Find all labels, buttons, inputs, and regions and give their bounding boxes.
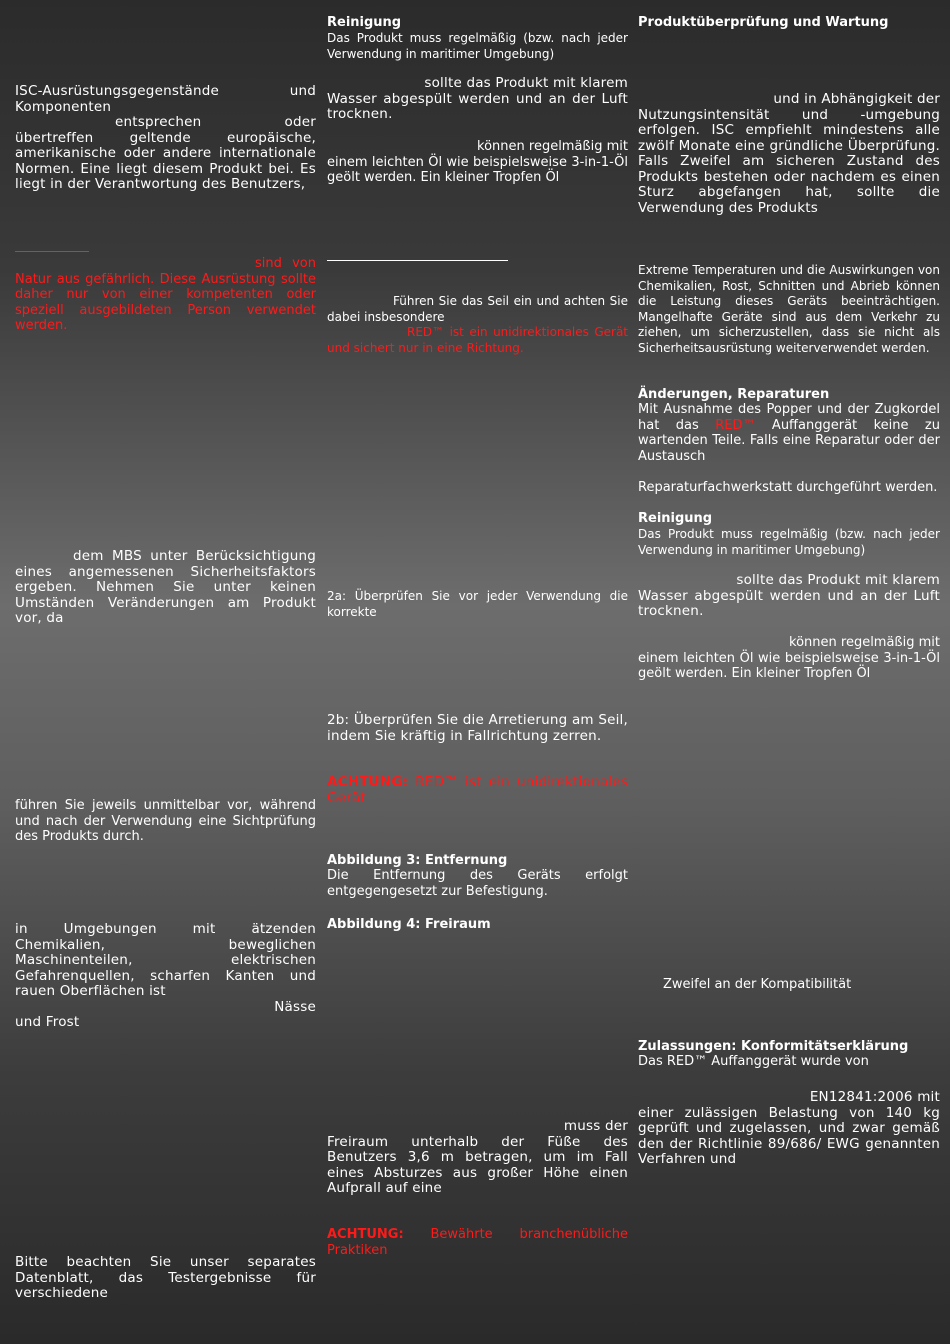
rinse-text: Wasser abgespült werden und an der Luft trocknen. bbox=[327, 90, 628, 122]
visual-inspection-paragraph: führen Sie jeweils unmittelbar vor, während und nach der Verwendung eine Sichtprüfung des Produkts durch. bbox=[15, 798, 316, 844]
repairs-paragraph bbox=[638, 402, 940, 464]
figure-4-heading: Abbildung 4: Freiraum bbox=[327, 917, 491, 932]
clearance-text-start: muss der bbox=[563, 1118, 628, 1134]
section-divider bbox=[327, 260, 508, 261]
inspection-text-start: und in Abhängigkeit der bbox=[773, 91, 940, 107]
environment-text: in Umgebungen mit ätzenden Chemikalien, beweglichen Maschinenteilen, elektrischen Gefahrenquellen, scharfen Kanten und rauen Oberflächen ist bbox=[15, 921, 316, 999]
clearance-text: Freiraum unterhalb der Füße des Benutzers 3,6 m betragen, um im Fall eines Absturzes aus großer Höhe einen Aufprall auf eine bbox=[327, 1133, 628, 1196]
equipment-standards-paragraph bbox=[15, 84, 316, 193]
cleaning-text: Das Produkt muss regelmäßig (bzw. nach jeder Verwendung in maritimer Umgebung) bbox=[327, 31, 628, 61]
oil-text-2: einem leichten Öl wie beispielsweise 3-in-1-Öl geölt werden. Ein kleiner Tropfen Öl bbox=[638, 650, 940, 681]
environment-frost: und Frost bbox=[15, 1014, 80, 1030]
approvals-heading: Zulassungen: Konformitätserklärung bbox=[638, 1039, 909, 1054]
oil-paragraph-2 bbox=[638, 635, 940, 682]
approvals-text: Das RED™ Auffanggerät wurde von bbox=[638, 1054, 869, 1069]
environment-paragraph bbox=[15, 922, 316, 1031]
warning-best-practice bbox=[327, 1227, 628, 1258]
column-middle bbox=[327, 0, 628, 1344]
inspection-paragraph bbox=[638, 92, 940, 216]
rinse-text-start: sollte das Produkt mit klarem bbox=[424, 75, 628, 91]
repairs-text-start: Mit Ausnahme des Popper und der Zugkordel hat das bbox=[638, 402, 940, 433]
check-2b-paragraph: 2b: Überprüfen Sie die Arretierung am Seil, indem Sie kräftig in Fallrichtung zerren. bbox=[327, 712, 628, 744]
certification-paragraph bbox=[638, 1090, 940, 1168]
inspection-text: Nutzungsintensität und -umgebung erfolgen. ISC empfiehlt mindestens alle zwölf Monate eine gründliche Überprüfung. Falls Zweifel am sicheren Zustand des Produkts bestehen oder nachdem es einen Sturz abgefangen hat, sollte die Verwendung des Produkts bbox=[638, 106, 940, 216]
repairs-heading: Änderungen, Reparaturen bbox=[638, 387, 830, 402]
oil-text: einem leichten Öl wie beispielsweise 3-in-1-Öl geölt werden. Ein kleiner Tropfen Öl bbox=[327, 154, 628, 185]
clearance-paragraph bbox=[327, 1119, 628, 1197]
environment-moisture: Nässe bbox=[274, 998, 316, 1015]
rinse-paragraph bbox=[327, 76, 628, 123]
compatibility-text: Zweifel an der Kompatibilität bbox=[663, 977, 852, 992]
warning-unidirectional bbox=[327, 775, 628, 806]
column-right bbox=[638, 0, 940, 1344]
check-2a-paragraph: 2a: Überprüfen Sie vor jeder Verwendung die korrekte bbox=[327, 589, 628, 619]
oil-paragraph bbox=[327, 139, 628, 186]
rinse-text-2: Wasser abgespült werden und an der Luft trocknen. bbox=[638, 587, 940, 619]
datasheet-paragraph: Bitte beachten Sie unser separates Datenblatt, das Testergebnisse für verschiedene bbox=[15, 1254, 316, 1301]
certification-standard: EN12841:2006 mit bbox=[809, 1089, 940, 1105]
warning-text-2: Bewährte branchenübliche Praktiken bbox=[327, 1227, 628, 1258]
cleaning-heading: Reinigung bbox=[327, 15, 402, 30]
inspection-maintenance-heading: Produktüberprüfung und Wartung bbox=[638, 15, 889, 30]
warning-label: ACHTUNG: bbox=[327, 774, 409, 790]
extreme-conditions-paragraph: Extreme Temperaturen und die Auswirkungen von Chemikalien, Rost, Schnitten und Abrieb können die Leistung dieses Geräts beeinträchtigen. Mangelhafte Geräte sind aus dem Verkehr zu ziehen, um sicherzustellen, dass sie nicht als Sicherheitsausrüstung weiterverwendet werden. bbox=[638, 263, 940, 355]
repair-workshop-text: Reparaturfachwerkstatt durchgeführt werden. bbox=[638, 480, 938, 495]
warning-text: RED™ ist ein unidirektionales Gerät bbox=[327, 774, 628, 806]
figure-3-heading: Abbildung 3: Entfernung bbox=[327, 853, 508, 868]
unidirectional-note: RED™ ist ein unidirektionales Gerät und sichert nur in eine Richtung. bbox=[327, 325, 628, 355]
insert-rope-paragraph: Führen Sie das Seil ein und achten Sie dabei insbesondere bbox=[327, 294, 628, 324]
red-product-name: RED™ bbox=[715, 417, 756, 433]
hazard-warning: sind von Natur aus gefährlich. Diese Ausrüstung sollte daher nur von einer kompetenten oder speziell ausgebildeten Person verwendet werden. bbox=[15, 256, 316, 333]
repairs-text: Auffanggerät keine zu wartenden Teile. Falls eine Reparatur oder der Austausch bbox=[638, 417, 940, 464]
oil-text-start-2: können regelmäßig mit bbox=[789, 635, 940, 650]
equipment-standards-text: entsprechen oder übertreffen geltende europäische, amerikanische oder andere internationale Normen. Eine liegt diesem Produkt bei. Es liegt in der Verantwortung des Benutzers, bbox=[15, 114, 316, 192]
certification-text: einer zulässigen Belastung von 140 kg geprüft und zugelassen, und zwar gemäß den der Richtlinie 89/686/ EWG genannten Verfahren und bbox=[638, 1104, 940, 1167]
rinse-paragraph-2 bbox=[638, 573, 940, 620]
column-left bbox=[15, 0, 316, 1344]
rinse-text-start-2: sollte das Produkt mit klarem bbox=[736, 572, 940, 588]
warning-label-2: ACHTUNG: bbox=[327, 1227, 404, 1242]
figure-3-text: Die Entfernung des Geräts erfolgt entgegengesetzt zur Befestigung. bbox=[327, 868, 628, 899]
safety-factor-paragraph: dem MBS unter Berücksichtigung eines angemessenen Sicherheitsfaktors ergeben. Nehmen Sie unter keinen Umständen Veränderungen am Produkt vor, da bbox=[15, 548, 316, 626]
warning-underline bbox=[15, 251, 89, 252]
oil-text-start: können regelmäßig mit bbox=[477, 139, 628, 154]
cleaning-text-2: Das Produkt muss regelmäßig (bzw. nach jeder Verwendung in maritimer Umgebung) bbox=[638, 527, 940, 557]
cleaning-heading-2: Reinigung bbox=[638, 511, 713, 526]
equipment-standards-heading: ISC-Ausrüstungsgegenstände und Komponenten bbox=[15, 83, 316, 115]
